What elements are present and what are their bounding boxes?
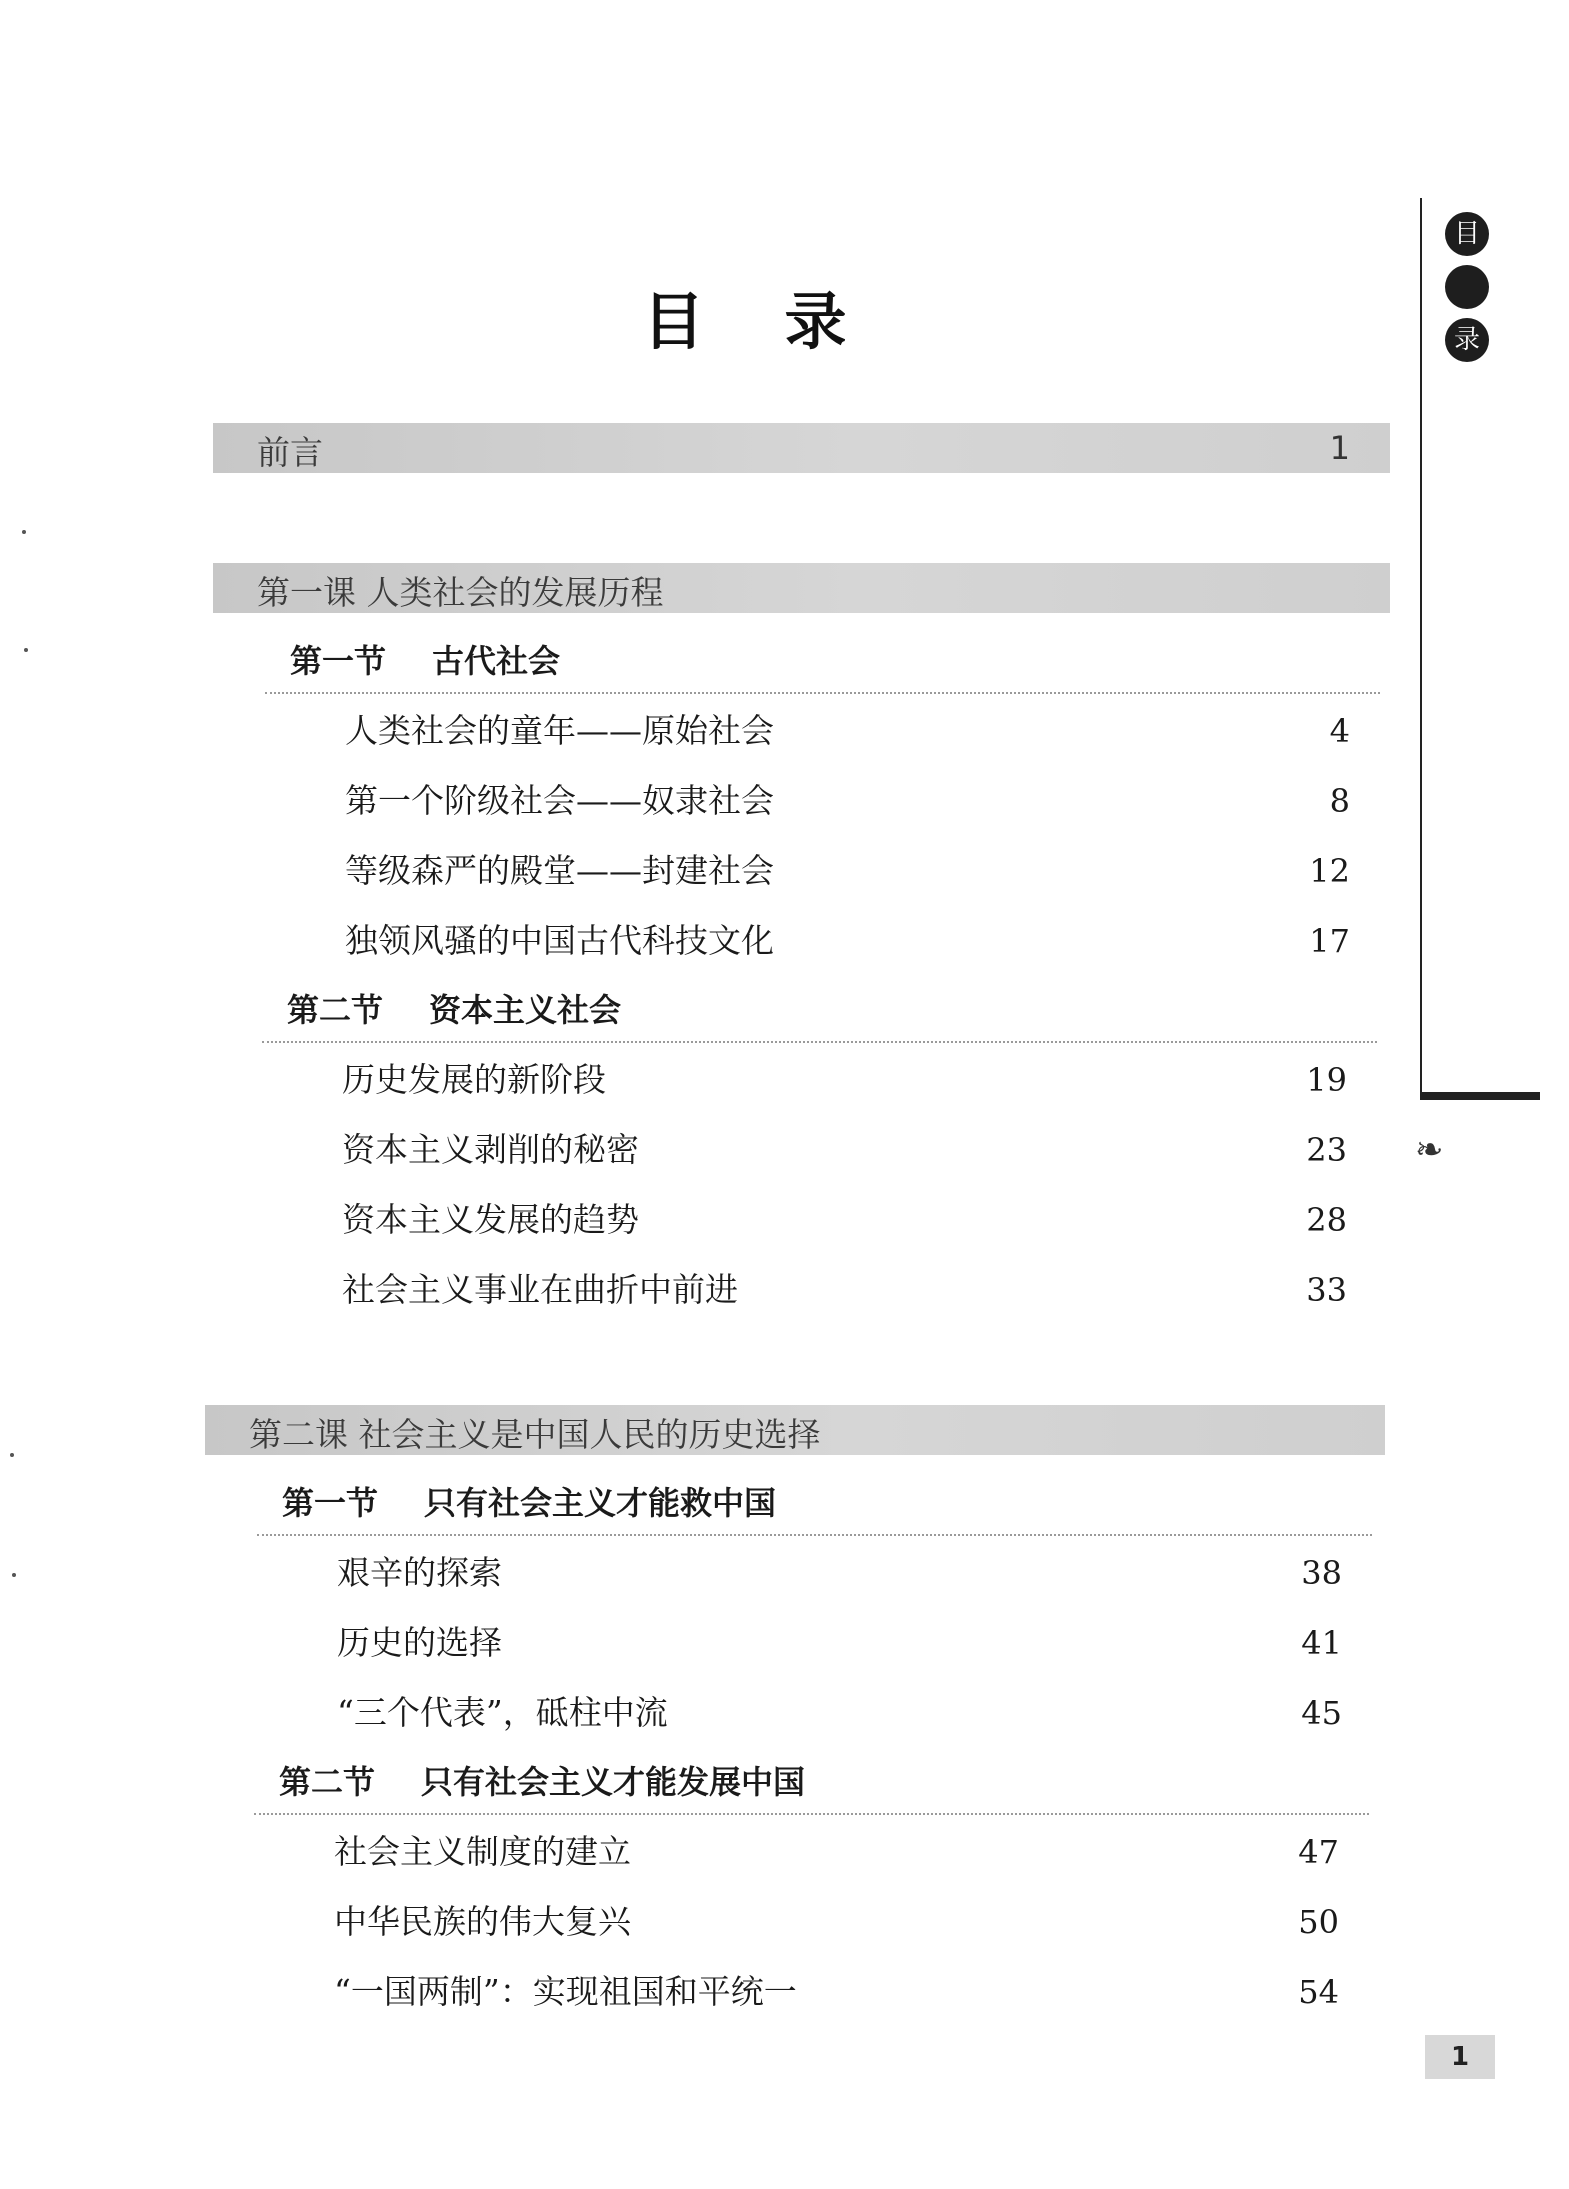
toc-item-page: 28 (1306, 1201, 1347, 1239)
toc-item-page: 4 (1329, 712, 1350, 750)
lesson-2-label: 第二课 社会主义是中国人民的历史选择 (249, 1415, 821, 1454)
toc-item-page: 54 (1298, 1973, 1339, 2011)
section-divider (254, 1813, 1369, 1815)
side-tab-bottom: 录 (1445, 318, 1489, 362)
side-tab-top: 目 (1445, 212, 1489, 256)
lesson-2-band[interactable] (205, 1405, 1385, 1455)
lesson-1-section-1-heading[interactable] (290, 636, 560, 682)
toc-item-page: 41 (1301, 1624, 1342, 1662)
scan-speck (10, 1453, 14, 1457)
scan-speck (22, 530, 26, 534)
toc-item-page: 12 (1309, 852, 1350, 890)
side-tab-middle-dot (1445, 265, 1489, 309)
toc-item-page: 50 (1298, 1903, 1339, 1941)
toc-item-page: 8 (1329, 782, 1350, 820)
section-divider (257, 1534, 1372, 1536)
preface-page: 1 (1329, 429, 1350, 467)
toc-item[interactable]: 历史的选择 (337, 1623, 502, 1662)
toc-item-page: 17 (1309, 922, 1350, 960)
toc-item[interactable]: 资本主义发展的趋势 (342, 1200, 639, 1239)
toc-item-page: 33 (1306, 1271, 1347, 1309)
lesson-2-section-2-heading[interactable] (279, 1757, 805, 1803)
toc-item[interactable]: 独领风骚的中国古代科技文化 (345, 921, 774, 960)
margin-tick (1420, 1092, 1540, 1100)
section-title: 古代社会 (432, 642, 561, 680)
toc-item[interactable]: 资本主义剥削的秘密 (342, 1130, 639, 1169)
scan-speck (24, 648, 28, 652)
section-number: 第一节 (290, 642, 387, 680)
toc-item-page: 19 (1306, 1061, 1347, 1099)
lesson-1-section-2-heading[interactable] (287, 985, 621, 1031)
section-title: 只有社会主义才能救中国 (424, 1484, 777, 1522)
section-divider (265, 692, 1380, 694)
toc-item[interactable]: “三个代表”，砥柱中流 (337, 1693, 668, 1732)
lesson-1-label: 第一课 人类社会的发展历程 (257, 573, 664, 612)
toc-item-page: 47 (1298, 1833, 1339, 1871)
toc-item[interactable]: 第一个阶级社会——奴隶社会 (345, 781, 774, 820)
section-title: 资本主义社会 (429, 991, 622, 1029)
section-number: 第一节 (282, 1484, 379, 1522)
toc-item-page: 45 (1301, 1694, 1342, 1732)
toc-item[interactable]: 艰辛的探索 (337, 1553, 502, 1592)
section-number: 第二节 (279, 1763, 376, 1801)
toc-item-page: 23 (1306, 1131, 1347, 1169)
section-divider (262, 1041, 1377, 1043)
toc-item[interactable]: 人类社会的童年——原始社会 (345, 711, 774, 750)
preface-band[interactable] (213, 423, 1390, 473)
toc-item[interactable]: 等级森严的殿堂——封建社会 (345, 851, 774, 890)
decorative-swirl-icon: ❧ (1415, 1130, 1444, 1170)
margin-rule (1420, 198, 1422, 1098)
section-title: 只有社会主义才能发展中国 (421, 1763, 806, 1801)
toc-item[interactable]: 社会主义制度的建立 (334, 1832, 631, 1871)
toc-item-page: 38 (1301, 1554, 1342, 1592)
section-number: 第二节 (287, 991, 384, 1029)
toc-item[interactable]: 历史发展的新阶段 (342, 1060, 606, 1099)
scan-speck (12, 1573, 16, 1577)
preface-label: 前言 (257, 433, 323, 472)
lesson-1-band[interactable] (213, 563, 1390, 613)
toc-item[interactable]: 中华民族的伟大复兴 (334, 1902, 631, 1941)
toc-item[interactable]: 社会主义事业在曲折中前进 (342, 1270, 738, 1309)
page-number: 1 (1425, 2035, 1495, 2079)
lesson-2-section-1-heading[interactable] (282, 1478, 776, 1524)
toc-item[interactable]: “一国两制”：实现祖国和平统一 (334, 1972, 797, 2011)
page-title: 目录 (642, 285, 927, 358)
